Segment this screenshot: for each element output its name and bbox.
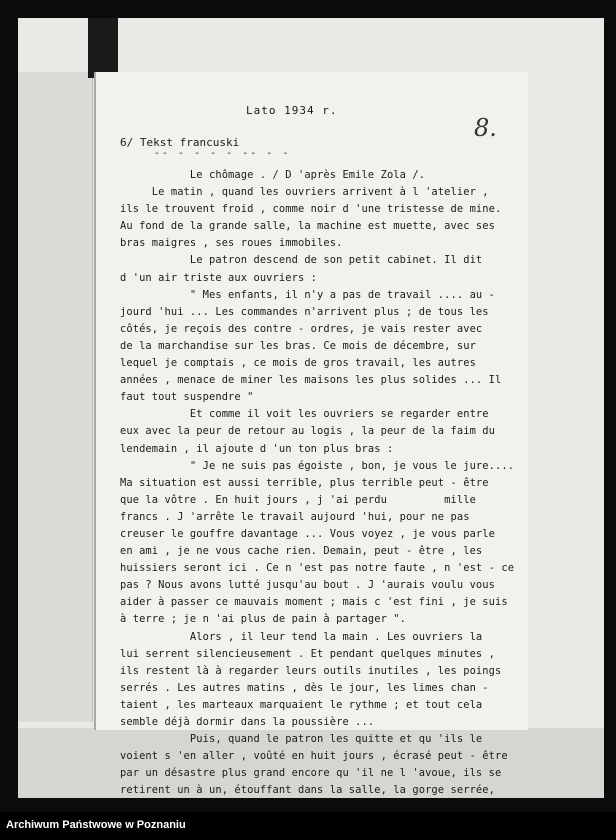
back-sheet-left-edge xyxy=(18,72,93,722)
text-line: en ami , je ne vous cache rien. Demain, peut - être , les xyxy=(120,545,483,558)
text-line: ils le trouvent froid , comme noir d 'une tristesse de mine. xyxy=(120,203,502,216)
text-line: lui serrent silencieusement . Et pendant quelques minutes , xyxy=(120,647,495,660)
binding-shadow xyxy=(88,18,118,78)
text-line: " Mes enfants, il n'y a pas de travail .... au - xyxy=(120,288,495,301)
text-line: Et comme il voit les ouvriers se regarder entre xyxy=(120,408,489,421)
text-line: Alors , il leur tend la main . Les ouvriers la xyxy=(120,630,483,643)
text-line: retirent un à un, étouffant dans la salle, la gorge serrée, xyxy=(120,784,495,797)
text-line: Puis, quand le patron les quitte et qu 'ils le xyxy=(120,733,483,746)
text-line: eux avec la peur de retour au logis , la peur de la faim du xyxy=(120,425,495,438)
text-line: huissiers seront ici . Ce n 'est pas notre faute , n 'est - ce xyxy=(120,562,515,575)
text-line: à terre ; je n 'ai plus de pain à partager ". xyxy=(120,613,407,626)
text-line: taient , les marteaux marquaient le rythme ; et tout cela xyxy=(120,698,483,711)
text-line: ils restent là à regarder leurs outils inutiles , les poings xyxy=(120,664,502,677)
text-line: voient s 'en aller , voûté en huit jours , écrasé peut - être xyxy=(120,750,508,763)
page-header-date: Lato 1934 r. xyxy=(246,104,338,117)
text-line: Le matin , quand les ouvriers arrivent à l 'atelier , xyxy=(120,186,489,199)
archive-name: Archiwum Państwowe w Poznaniu xyxy=(6,819,186,831)
handwritten-page-number: 8. xyxy=(474,114,497,142)
text-line: bras maigres , ses roues immobiles. xyxy=(120,237,343,250)
text-line: que la vôtre . En huit jours , j 'ai perdu mille xyxy=(120,493,476,506)
section-title: 6/ Tekst francuski xyxy=(120,136,240,149)
text-line: creuser le gouffre davantage ... Vous voyez , je vous parle xyxy=(120,527,495,540)
text-line: Le patron descend de son petit cabinet. Il dit xyxy=(120,254,483,267)
text-line: Ma situation est aussi terrible, plus terrible peut - être xyxy=(120,476,489,489)
text-line: pas ? Nous avons lutté jusqu'au bout . J 'aurais voulu vous xyxy=(120,579,495,592)
text-line: côtés, je reçois des contre - ordres, je vais rester avec xyxy=(120,322,483,335)
text-line: jourd 'hui ... Les commandes n'arrivent plus ; de tous les xyxy=(120,305,489,318)
text-line: de la marchandise sur les bras. Ce mois de décembre, sur xyxy=(120,339,476,352)
text-line: " Je ne suis pas égoiste , bon, je vous le jure.... xyxy=(120,459,515,472)
typed-page xyxy=(96,72,528,797)
text-line: Au fond de la grande salle, la machine est muette, avec ses xyxy=(120,220,495,233)
text-line: Le chômage . / D 'après Emile Zola /. xyxy=(120,169,426,181)
archive-footer xyxy=(0,812,616,840)
text-line: lendemain , il ajoute d 'un ton plus bras : xyxy=(120,442,394,455)
text-line: d 'un air triste aux ouvriers : xyxy=(120,271,318,284)
text-line: francs . J 'arrête le travail aujourd 'hui, pour ne pas xyxy=(120,510,470,523)
text-line: aider à passer ce mauvais moment ; mais c 'est fini , je suis xyxy=(120,596,508,609)
text-line: lequel je comptais , ce mois de gros travail, les autres xyxy=(120,357,476,370)
text-line: années , menace de miner les maisons les plus solides ... Il xyxy=(120,374,502,387)
text-line: semble déjà dormir dans la poussière ... xyxy=(120,716,375,728)
text-line: serrés . Les autres matins , dès le jour, les limes chan - xyxy=(120,681,489,694)
text-line: par un désastre plus grand encore qu 'il ne l 'avoue, ils se xyxy=(120,767,502,780)
section-underline: -- - - - - -- - - xyxy=(154,148,291,159)
body-text xyxy=(120,167,530,799)
text-line: faut tout suspendre " xyxy=(120,391,254,404)
